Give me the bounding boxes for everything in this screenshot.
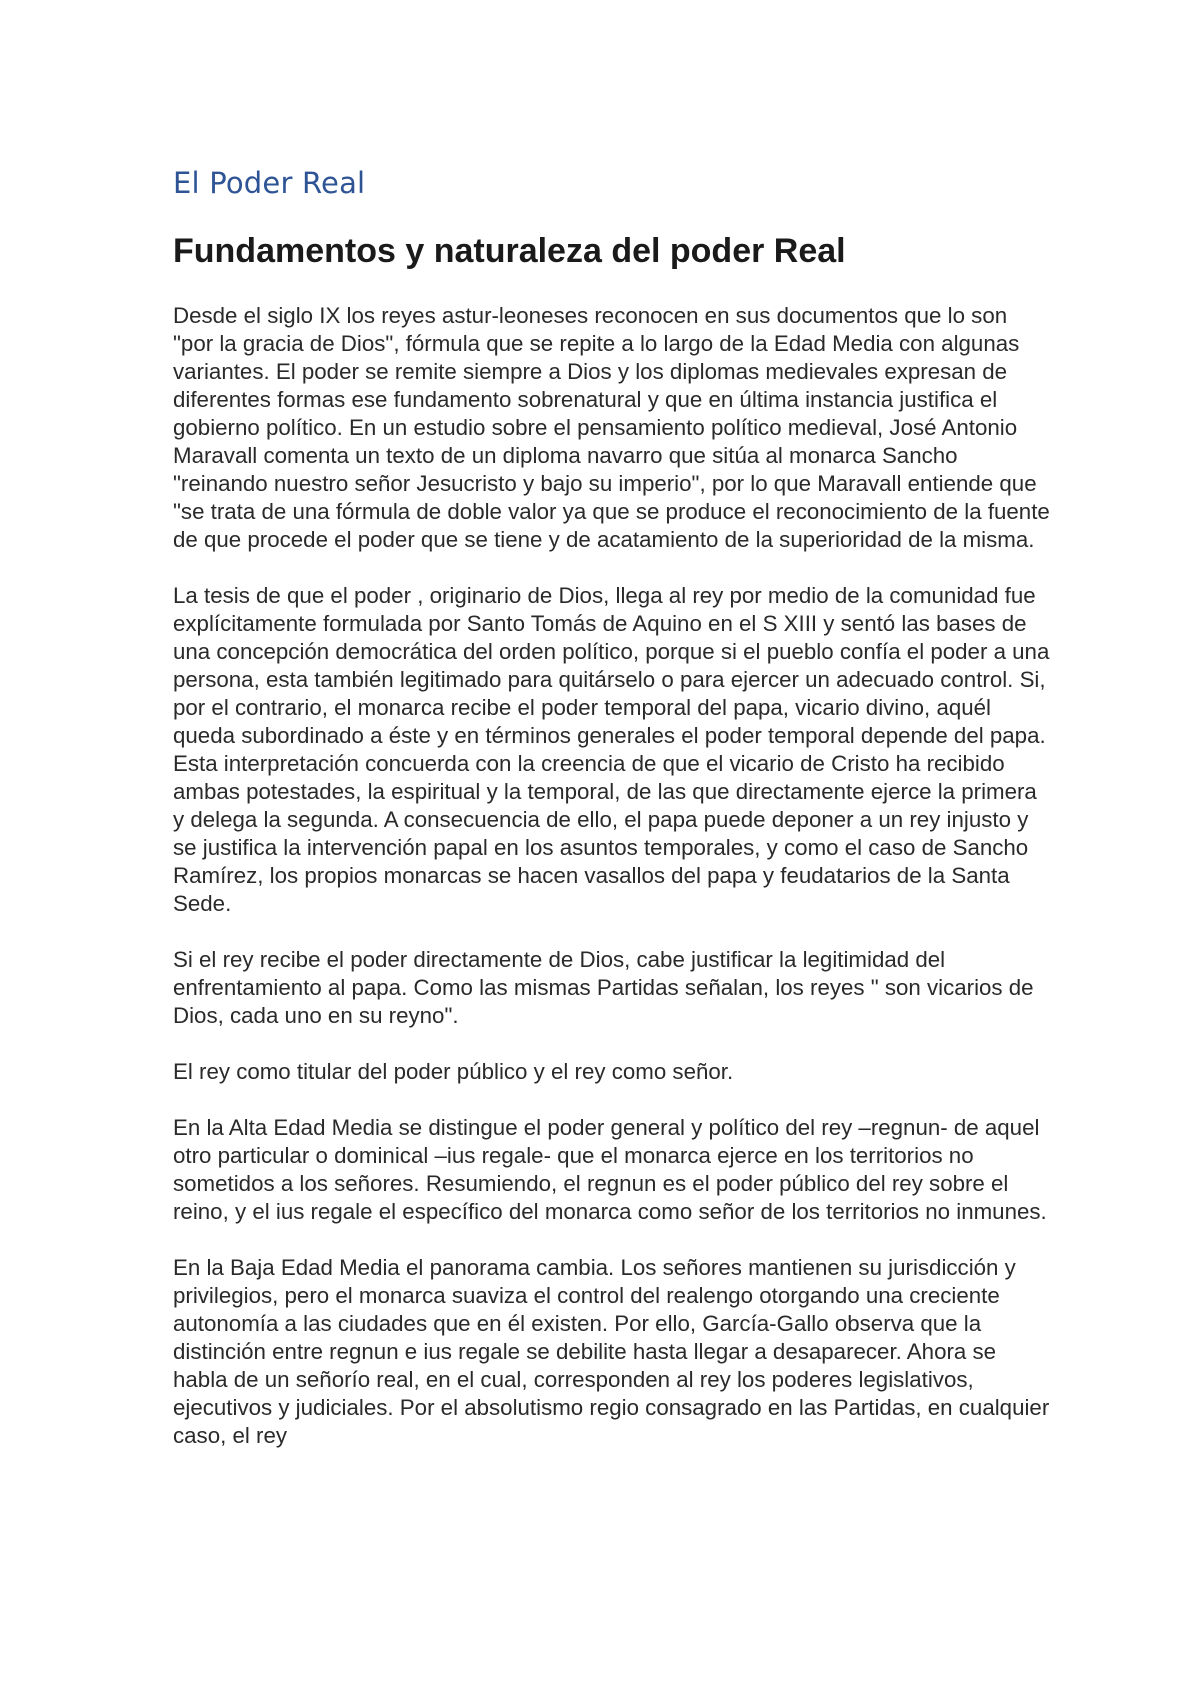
paragraph-baja-edad-media: En la Baja Edad Media el panorama cambia. Los señores mantienen su jurisdicción y privilegios, pero el monarca suaviza el control del realengo otorgando una creciente autonomía a las ciudades que en él existen. Por ello, García-Gallo observa que la distinción entre regnun e ius regale se debilite hasta llegar a desaparecer. Ahora se habla de un señorío real, en el cual, corresponden al rey los poderes legislativos, ejecutivos y judiciales. Por el absolutismo regio consagrado en las Partidas, en cualquier caso, el rey	[173, 1255, 1050, 1448]
page-title: El Poder Real	[173, 166, 366, 200]
section-heading: Fundamentos y naturaleza del poder Real	[173, 232, 846, 270]
document-body	[173, 165, 1053, 1450]
paragraph-section-intro: El rey como titular del poder público y el rey como señor.	[173, 1059, 734, 1084]
paragraph-legitimacy: Si el rey recibe el poder directamente de Dios, cabe justificar la legitimidad del enfrentamiento al papa. Como las mismas Partidas señalan, los reyes " son vicarios de Dios, cada uno en su reyno".	[173, 947, 1034, 1028]
paragraph-thesis-of-power: La tesis de que el poder , originario de Dios, llega al rey por medio de la comunidad fue explícitamente formulada por Santo Tomás de Aquino en el S XIII y sentó las bases de una concepción democrática del orden político, porque si el pueblo confía el poder a una persona, esta también legitimado para quitárselo o para ejercer un adecuado control. Si, por el contrario, el monarca recibe el poder temporal del papa, vicario divino, aquél queda subordinado a éste y en términos generales el poder temporal depende del papa. Esta interpretación concuerda con la creencia de que el vicario de Cristo ha recibido ambas potestades, la espiritual y la temporal, de las que directamente ejerce la primera y delega la segunda. A consecuencia de ello, el papa puede deponer a un rey injusto y se justifica la intervención papal en los asuntos temporales, y como el caso de Sancho Ramírez, los propios monarcas se hacen vasallos del papa y feudatarios de la Santa Sede.	[173, 583, 1050, 916]
paragraph-origin-of-power: Desde el siglo IX los reyes astur-leoneses reconocen en sus documentos que lo son "por la gracia de Dios", fórmula que se repite a lo largo de la Edad Media con algunas variantes. El poder se remite siempre a Dios y los diplomas medievales expresan de diferentes formas ese fundamento sobrenatural y que en última instancia justifica el gobierno político. En un estudio sobre el pensamiento político medieval, José Antonio Maravall comenta un texto de un diploma navarro que sitúa al monarca Sancho "reinando nuestro señor Jesucristo y bajo su imperio", por lo que Maravall entiende que "se trata de una fórmula de doble valor ya que se produce el reconocimiento de la fuente de que procede el poder que se tiene y de acatamiento de la superioridad de la misma.	[173, 303, 1050, 552]
paragraph-alta-edad-media: En la Alta Edad Media se distingue el poder general y político del rey –regnun- de aquel otro particular o dominical –ius regale- que el monarca ejerce en los territorios no sometidos a los señores. Resumiendo, el regnun es el poder público del rey sobre el reino, y el ius regale el específico del monarca como señor de los territorios no inmunes.	[173, 1115, 1047, 1224]
